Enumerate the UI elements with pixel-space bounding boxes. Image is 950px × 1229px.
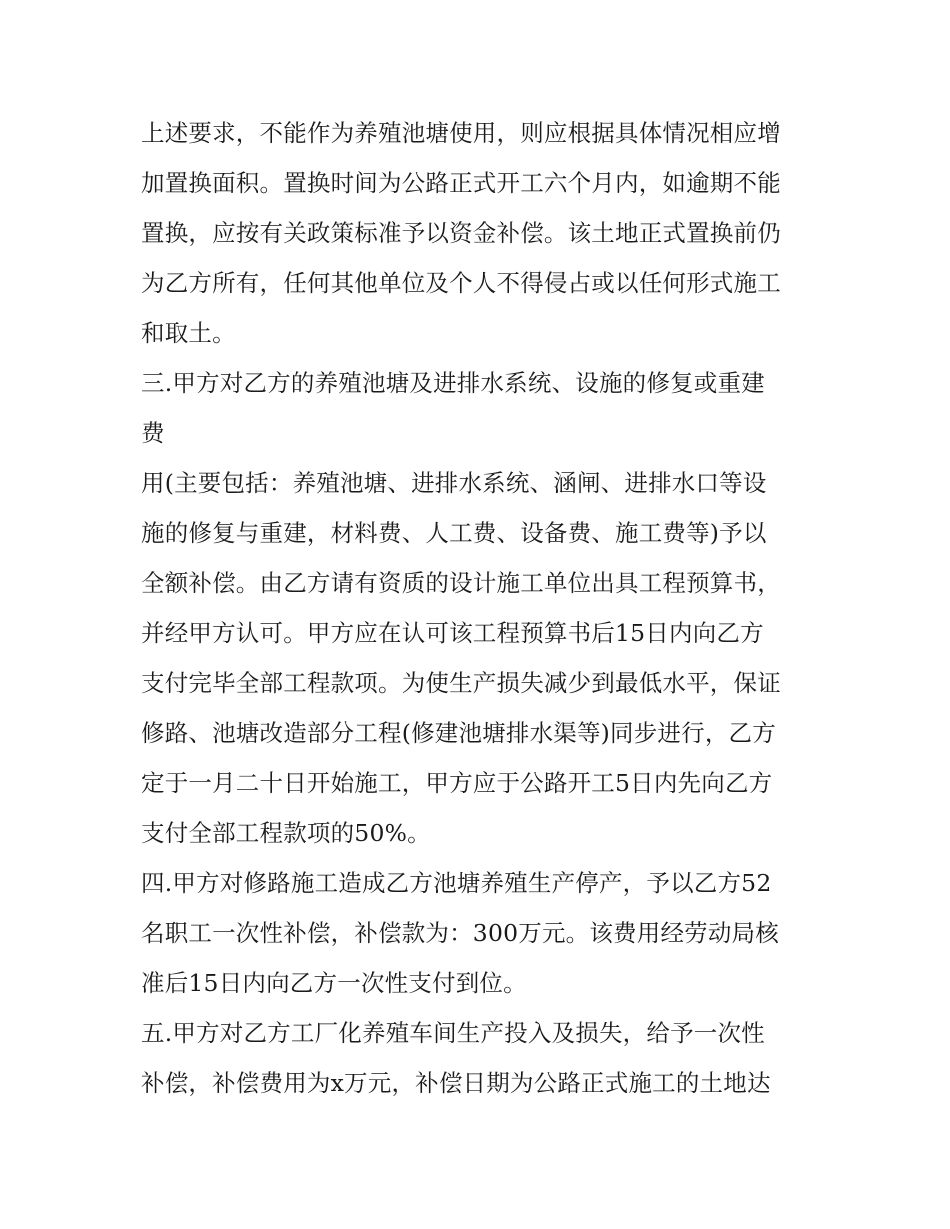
text-line: 上述要求，不能作为养殖池塘使用，则应根据具体情况相应增 <box>141 119 781 147</box>
section-heading-3: 三.甲方对乙方的养殖池塘及进排水系统、设施的修复或重建 <box>141 369 765 397</box>
text-line: 全额补偿。由乙方请有资质的设计施工单位出具工程预算书， <box>141 569 781 597</box>
section-heading-5: 五.甲方对乙方工厂化养殖车间生产投入及损失，给予一次性 <box>141 1019 765 1047</box>
text-line: 修路、池塘改造部分工程(修建池塘排水渠等)同步进行，乙方 <box>141 719 776 747</box>
text-line: 支付全部工程款项的50%。 <box>141 819 431 847</box>
text-line: 为乙方所有，任何其他单位及个人不得侵占或以任何形式施工 <box>141 269 781 297</box>
text-line: 和取土。 <box>141 319 236 347</box>
text-line: 费 <box>141 419 165 447</box>
text-line: 名职工一次性补偿，补偿款为：300万元。该费用经劳动局核 <box>141 919 779 947</box>
text-line: 置换，应按有关政策标准予以资金补偿。该土地正式置换前仍 <box>141 219 781 247</box>
text-line: 定于一月二十日开始施工，甲方应于公路开工5日内先向乙方 <box>141 769 773 797</box>
text-line: 加置换面积。置换时间为公路正式开工六个月内，如逾期不能 <box>141 169 781 197</box>
text-line: 支付完毕全部工程款项。为使生产损失减少到最低水平，保证 <box>141 669 781 697</box>
document-body <box>141 108 821 1108</box>
section-heading-4: 四.甲方对修路施工造成乙方池塘养殖生产停产，予以乙方52 <box>141 869 772 897</box>
text-line: 准后15日内向乙方一次性支付到位。 <box>141 969 527 997</box>
text-line: 施的修复与重建，材料费、人工费、设备费、施工费等)予以 <box>141 519 767 547</box>
text-line: 补偿，补偿费用为x万元，补偿日期为公路正式施工的土地达 <box>141 1069 771 1097</box>
text-line: 并经甲方认可。甲方应在认可该工程预算书后15日内向乙方 <box>141 619 764 647</box>
text-line: 用(主要包括：养殖池塘、进排水系统、涵闸、进排水口等设 <box>141 469 767 497</box>
